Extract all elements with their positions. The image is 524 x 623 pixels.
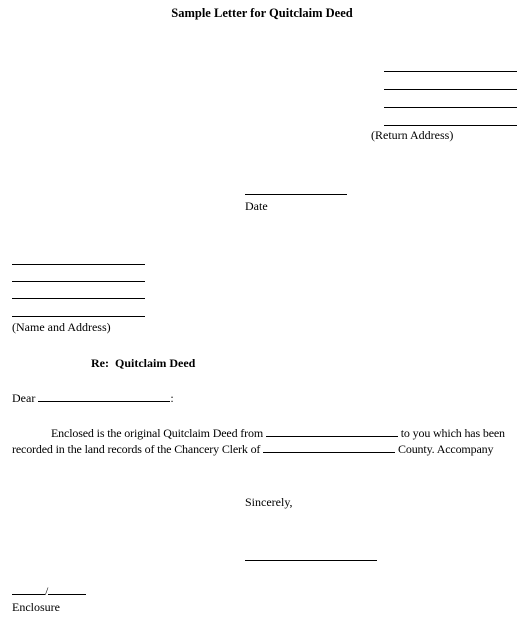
salutation-word: Dear — [12, 391, 36, 405]
enclosure-label: Enclosure — [12, 600, 60, 614]
recipient-address-line-2 — [12, 281, 145, 282]
return-address-line-3 — [384, 107, 517, 108]
initials-separator: / — [45, 584, 49, 598]
body-part-1: Enclosed is the original Quitclaim Deed from — [51, 426, 264, 440]
recipient-address-line-1 — [12, 264, 145, 265]
salutation-punct: : — [170, 391, 174, 405]
re-line — [91, 356, 195, 371]
recipient-address-line-4 — [12, 316, 145, 317]
re-label: Re: — [91, 356, 109, 370]
recipient-address-line-3 — [12, 298, 145, 299]
body-paragraph — [12, 426, 520, 457]
salutation-blank — [38, 391, 170, 402]
return-address-line-1 — [384, 71, 517, 72]
date-label: Date — [245, 199, 268, 213]
name-address-label: (Name and Address) — [12, 320, 111, 334]
body-part-2: to you which has been recorded in the land records of the Chancery Clerk of — [12, 426, 505, 456]
grantor-blank — [266, 426, 398, 437]
salutation — [12, 391, 174, 405]
body-part-3: County. Accompany — [398, 441, 494, 456]
initials-blank-2 — [48, 584, 86, 595]
initials-block — [12, 584, 86, 598]
signature-line — [245, 560, 377, 561]
county-blank — [263, 442, 395, 453]
date-line — [245, 194, 347, 195]
return-address-label: (Return Address) — [371, 128, 454, 142]
document-title: Sample Letter for Quitclaim Deed — [171, 6, 353, 20]
re-subject: Quitclaim Deed — [115, 356, 196, 370]
return-address-line-2 — [384, 89, 517, 90]
initials-blank-1 — [12, 584, 45, 595]
closing: Sincerely, — [245, 495, 293, 509]
return-address-line-4 — [384, 125, 517, 126]
